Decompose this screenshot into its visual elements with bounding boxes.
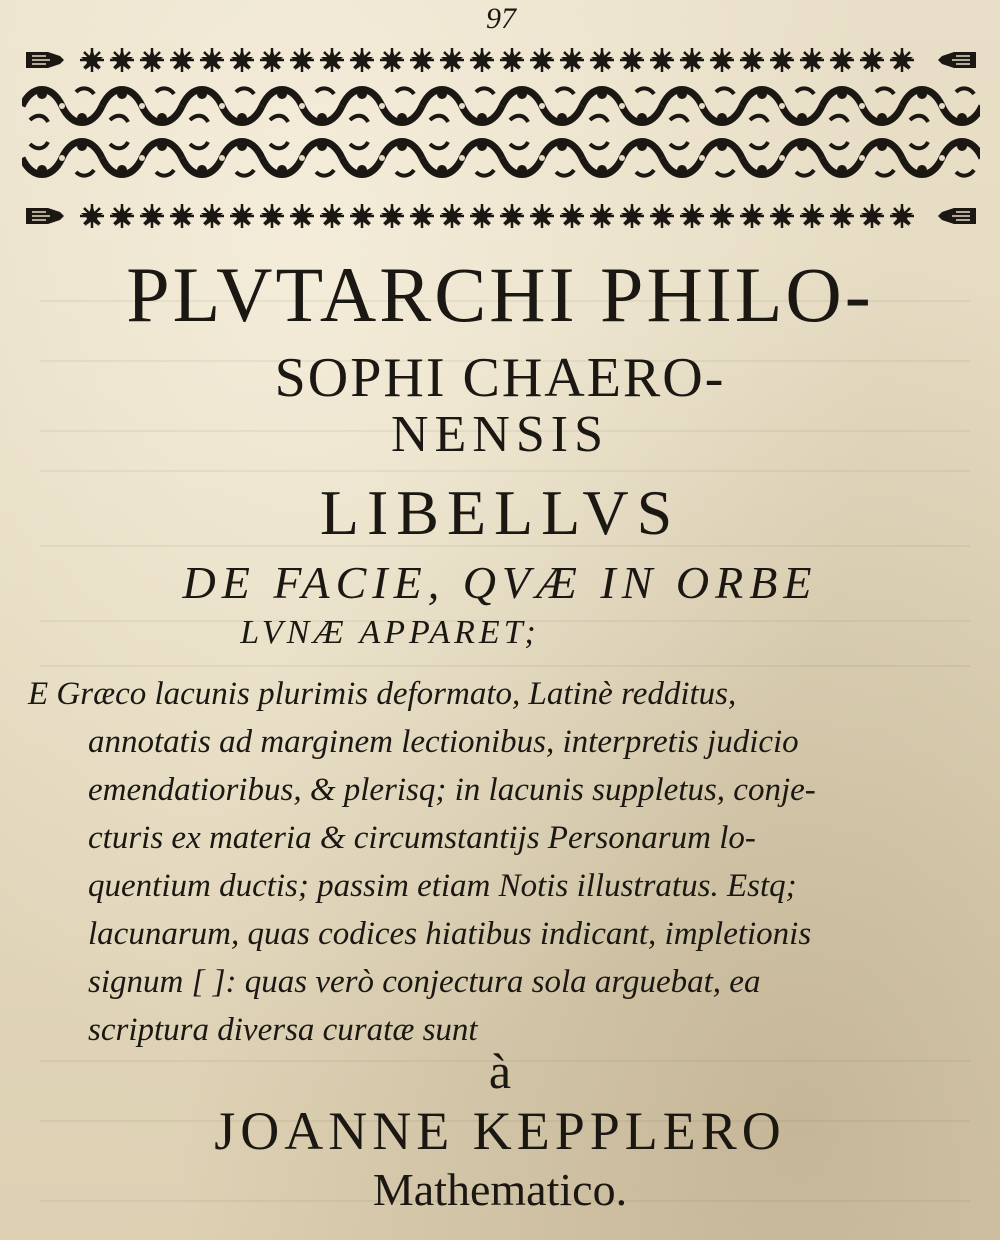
description-paragraph xyxy=(28,670,968,1054)
author-role: Mathematico. xyxy=(372,1164,628,1215)
author-name: JOANNE KEPPLERO xyxy=(214,1101,786,1161)
description-row: signum [ ]: quas verò conjectura sola arguebat, ea xyxy=(88,964,761,1000)
page-number: 97 xyxy=(486,2,516,35)
title-line-2: SOPHI CHAERO- xyxy=(274,347,726,409)
headpiece-ornament-icon xyxy=(22,40,980,238)
subtitle-line-2: LVNÆ APPARET; xyxy=(240,614,540,651)
title-line-3: NENSIS xyxy=(390,406,610,463)
description-row: E Græco lacunis plurimis deformato, Latinè redditus, xyxy=(28,676,737,712)
subtitle-line-1: DE FACIE, QVÆ IN ORBE xyxy=(182,557,818,608)
title-line-1: PLVTARCHI PHILO- xyxy=(126,251,874,338)
bleed-line xyxy=(40,470,970,472)
description-row: annotatis ad marginem lectionibus, interpretis judicio xyxy=(88,724,799,760)
title-line-4: LIBELLVS xyxy=(319,477,681,548)
description-row: scriptura diversa curatæ sunt xyxy=(88,1012,478,1048)
byline-preposition: à xyxy=(488,1043,512,1099)
description-row: emendatioribus, & plerisq; in lacunis suppletus, conje- xyxy=(88,772,816,808)
description-row: cturis ex materia & circumstantijs Personarum lo- xyxy=(88,820,756,856)
description-row: lacunarum, quas codices hiatibus indicant, impletionis xyxy=(88,916,812,952)
bleed-line xyxy=(40,665,970,667)
description-row: quentium ductis; passim etiam Notis illustratus. Estq; xyxy=(88,868,797,904)
